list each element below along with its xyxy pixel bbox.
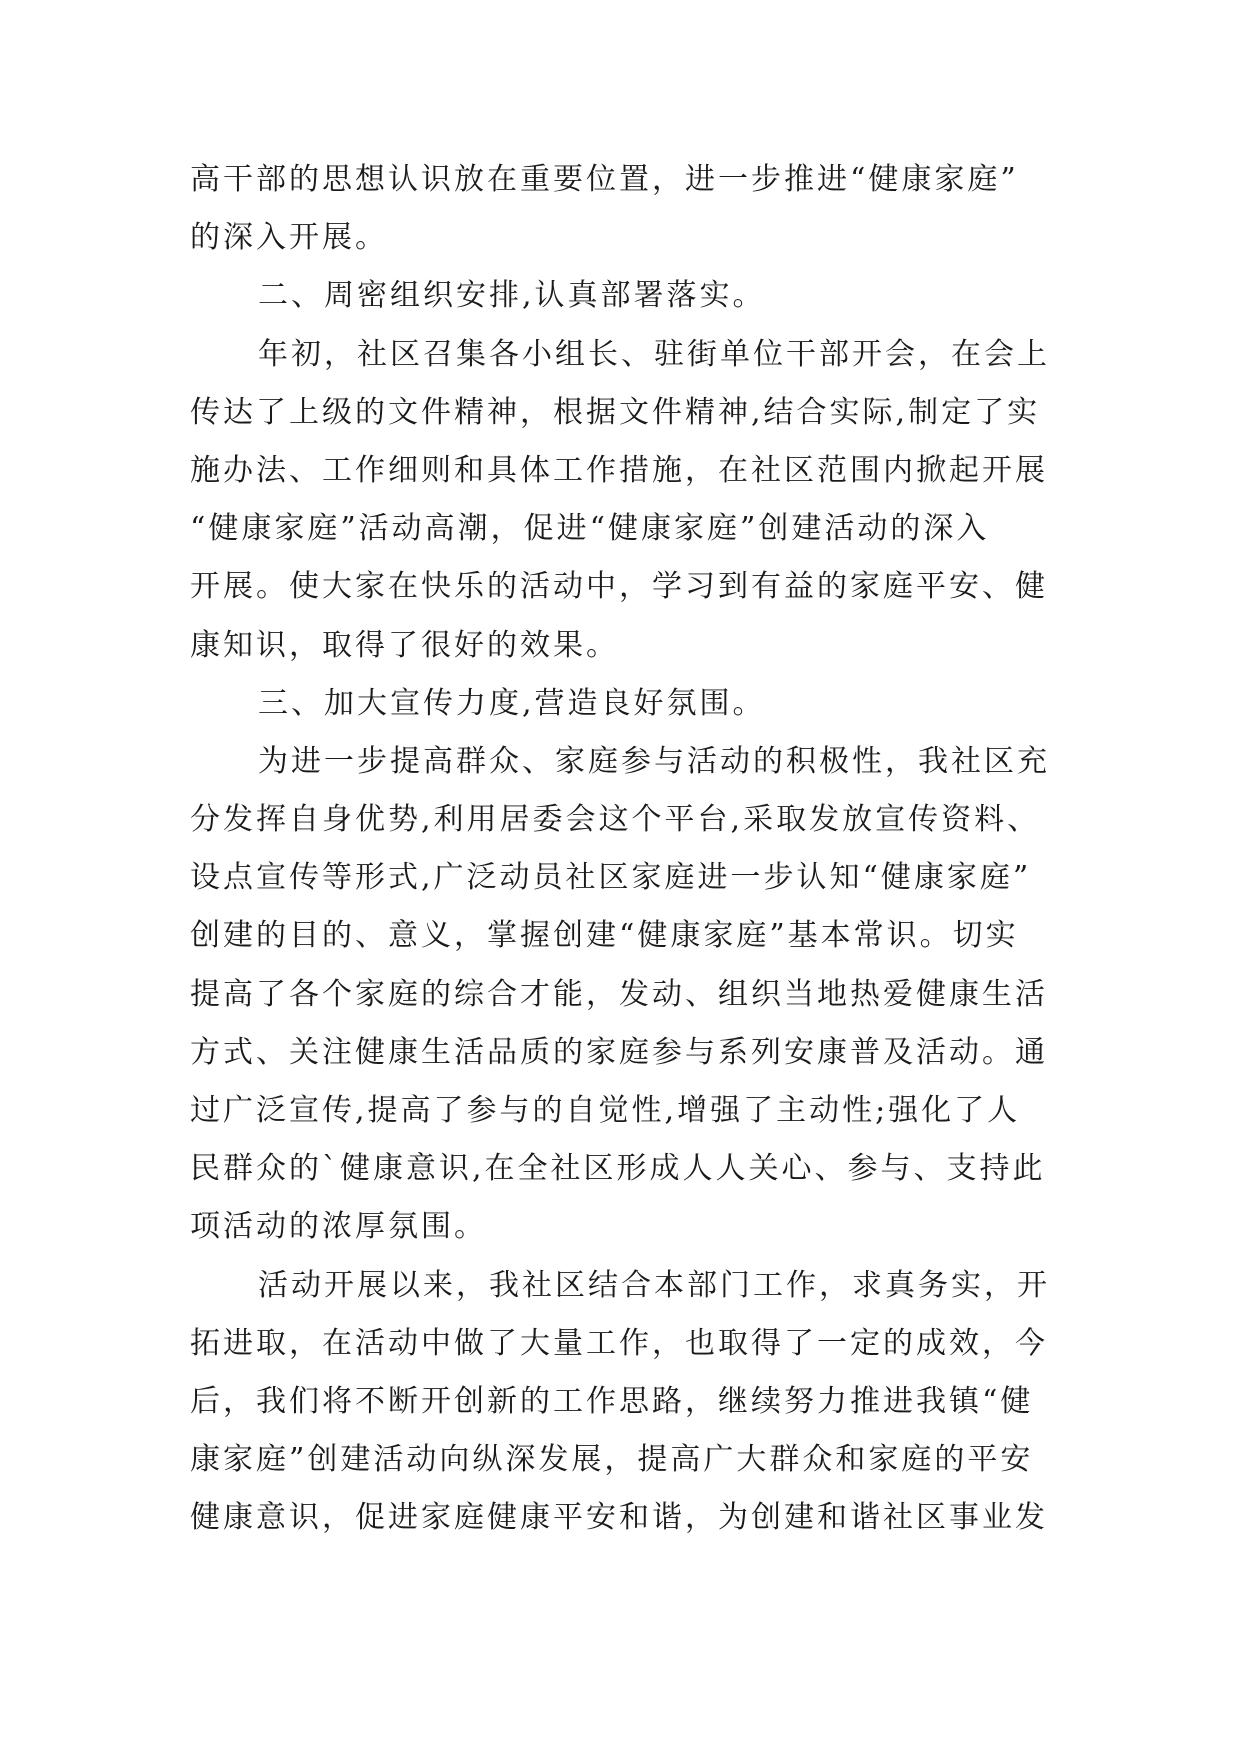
text-line: 后，我们将不断开创新的工作思路，继续努力推进我镇“健 <box>190 1383 1034 1419</box>
text-line: 康知识，取得了很好的效果。 <box>190 627 619 663</box>
text-line: “健康家庭”活动高潮，促进“健康家庭”创建活动的深入 <box>190 511 990 547</box>
text-line: 分发挥自身优势,利用居委会这个平台,采取发放宣传资料、 <box>190 802 1041 838</box>
text-line: 项活动的浓厚氛围。 <box>190 1209 487 1245</box>
text-line: 高干部的思想认识放在重要位置，进一步推进“健康家庭” <box>190 162 1019 197</box>
text-line: 康家庭”创建活动向纵深发展，提高广大群众和家庭的平安 <box>190 1442 1034 1478</box>
text-line: 民群众的`健康意识,在全社区形成人人关心、参与、支持此 <box>190 1151 1046 1187</box>
body-text <box>190 151 1050 1548</box>
text-line: 设点宣传等形式,广泛动员社区家庭进一步认知“健康家庭” <box>190 860 1032 896</box>
text-line: 活动开展以来，我社区结合本部门工作，求真务实，开 <box>258 1267 1050 1303</box>
text-line: 过广泛宣传,提高了参与的自觉性,增强了主动性;强化了人 <box>190 1093 1021 1128</box>
text-line: 传达了上级的文件精神，根据文件精神,结合实际,制定了实 <box>190 394 1041 430</box>
text-line: 健康意识，促进家庭健康平安和谐，为创建和谐社区事业发 <box>190 1500 1048 1536</box>
text-line: 年初，社区召集各小组长、驻街单位干部开会，在会上 <box>258 336 1050 372</box>
text-line: 为进一步提高群众、家庭参与活动的积极性，我社区充 <box>258 743 1050 779</box>
text-line: 的深入开展。 <box>190 220 388 256</box>
text-line: 提高了各个家庭的综合才能，发动、组织当地热爱健康生活 <box>190 976 1048 1012</box>
section-heading: 三、加大宣传力度,营造良好氛围。 <box>258 685 766 721</box>
section-heading: 二、周密组织安排,认真部署落实。 <box>258 278 766 314</box>
text-line: 拓进取，在活动中做了大量工作，也取得了一定的成效，今 <box>190 1325 1048 1361</box>
text-line: 施办法、工作细则和具体工作措施，在社区范围内掀起开展 <box>190 452 1048 488</box>
text-line: 开展。使大家在快乐的活动中，学习到有益的家庭平安、健 <box>190 569 1048 605</box>
text-line: 创建的目的、意义，掌握创建“健康家庭”基本常识。切实 <box>190 918 1019 954</box>
text-line: 方式、关注健康生活品质的家庭参与系列安康普及活动。通 <box>190 1034 1048 1070</box>
